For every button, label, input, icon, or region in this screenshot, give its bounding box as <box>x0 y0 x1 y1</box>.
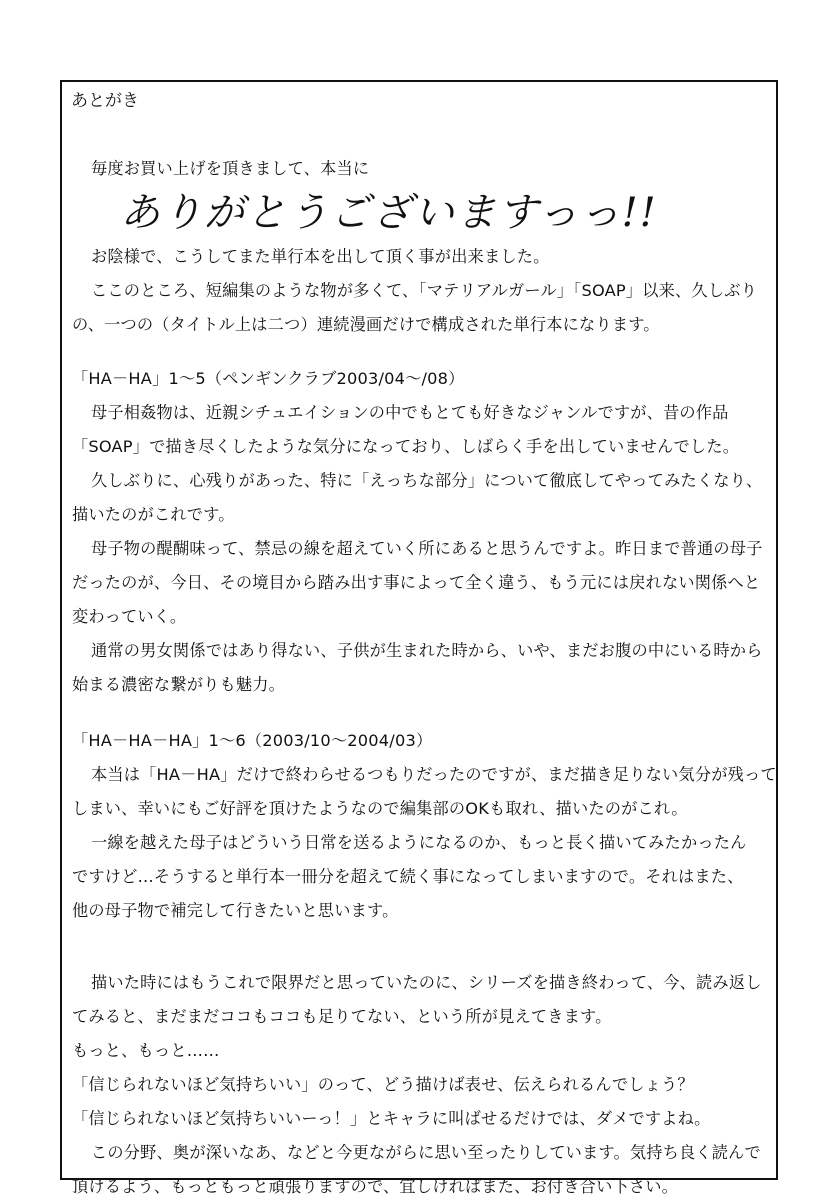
intro-line: お陰様で、こうしてまた単行本を出して頂く事が出来ました。 <box>91 247 550 266</box>
body-line: しまい、幸いにもご好評を頂けたようなので編集部のOKも取れ、描いたのがこれ。 <box>72 799 688 818</box>
intro-line: ここのところ、短編集のような物が多くて、「マテリアルガール」「SOAP」以来、久しぶり <box>91 281 757 300</box>
body-line: 描いたのがこれです。 <box>72 505 235 524</box>
section-title: 「HA－HA－HA」1～6（2003/10～2004/03） <box>72 731 433 750</box>
body-line: 久しぶりに、心残りがあった、特に「えっちな部分」について徹底してやってみたくなり、 <box>91 471 763 490</box>
body-line: だったのが、今日、その境目から踏み出す事によって全く違う、もう元には戻れない関係へと <box>72 573 761 592</box>
body-line: 母子物の醍醐味って、禁忌の線を超えていく所にあると思うんですよ。昨日まで普通の母子 <box>91 539 763 558</box>
body-line: 始まる濃密な繋がりも魅力。 <box>72 675 286 694</box>
body-line: 描いた時にはもうこれで限界だと思っていたのに、シリーズを描き終わって、今、読み返し <box>91 973 762 992</box>
thanks-handwritten: ありがとうございますっっ!! <box>120 190 658 236</box>
body-line: 一線を越えた母子はどういう日常を送るようになるのか、もっと長く描いてみたかったん <box>91 833 747 852</box>
afterword-body <box>72 152 777 1204</box>
body-line: 「SOAP」で描き尽くしたような気分になっており、しばらく手を出していませんでした。 <box>72 437 740 456</box>
body-line: ですけど…そうすると単行本一冊分を超えて続く事になってしまいますので。それはまた、 <box>72 867 744 886</box>
page-title: あとがき <box>71 91 139 111</box>
body-line: 本当は「HA－HA」だけで終わらせるつもりだったのですが、まだ描き足りない気分が残って <box>91 765 777 784</box>
intro-line: の、一つの（タイトル上は二つ）連続漫画だけで構成された単行本になります。 <box>72 315 660 334</box>
body-line: 通常の男女関係ではあり得ない、子供が生まれた時から、いや、まだお腹の中にいる時から <box>91 641 763 660</box>
body-line: 頂けるよう、もっともっと頑張りますので、宜しければまた、お付き合い下さい。 <box>72 1177 679 1196</box>
afterword-frame <box>60 80 778 1196</box>
body-line: この分野、奥が深いなあ、などと今更ながらに思い至ったりしています。気持ち良く読んで <box>91 1143 761 1162</box>
body-line: 他の母子物で補完して行きたいと思います。 <box>72 901 399 920</box>
body-line: 「信じられないほど気持ちいいーっ！」とキャラに叫ばせるだけでは、ダメですよね。 <box>72 1109 711 1128</box>
intro-line: 毎度お買い上げを頂きまして、本当に <box>91 159 370 178</box>
section-title: 「HA－HA」1～5（ペンギンクラブ2003/04～/08） <box>72 369 465 388</box>
body-line: 「信じられないほど気持ちいい」のって、どう描けば表せ、伝えられるんでしょう？ <box>72 1075 694 1094</box>
body-line: てみると、まだまだココもココも足りてない、という所が見えてきます。 <box>72 1007 612 1026</box>
body-line: もっと、もっと…… <box>72 1041 220 1060</box>
body-line: 変わっていく。 <box>72 607 187 626</box>
body-line: 母子相姦物は、近親シチュエイションの中でもとても好きなジャンルですが、昔の作品 <box>91 403 729 422</box>
